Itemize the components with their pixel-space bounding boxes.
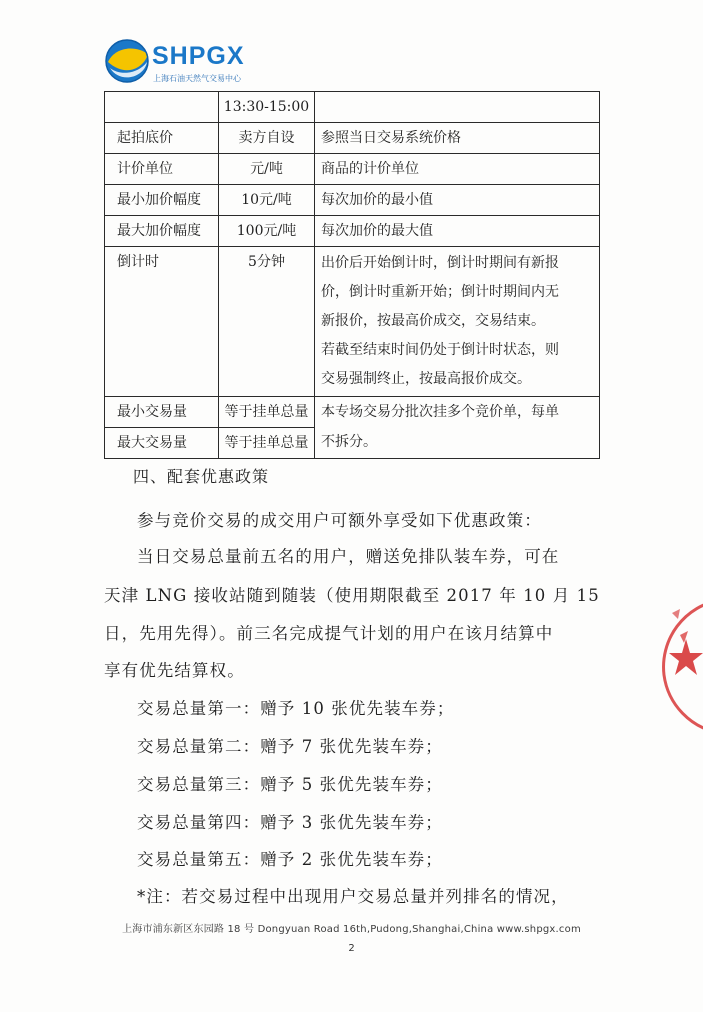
row-label: 起拍底价 [105,123,219,154]
section-heading: 四、配套优惠政策 [133,467,270,486]
row-label: 计价单位 [105,154,219,185]
award-item: 交易总量第四：赠予 3 张优先装车券； [137,813,443,832]
logo-name: SHPGX [152,42,245,70]
shpgx-globe-logo-icon [104,38,150,84]
table-cell [315,92,600,123]
desc-line: 出价后开始倒计时，倒计时期间有新报 [321,255,559,271]
table-row [105,123,600,154]
paragraph-line: 当日交易总量前五名的用户，赠送免排队装车券，可在 [137,547,560,566]
row-value: 等于挂单总量 [219,397,315,428]
award-item: 交易总量第三：赠予 5 张优先装车券； [137,775,443,794]
row-desc: 每次加价的最小值 [315,185,600,216]
footer-address: 上海市浦东新区东园路 18 号 Dongyuan Road 16th,Pudong,Shanghai,China www.shpgx.com [122,924,581,935]
table-row [105,247,600,397]
row-desc: 参照当日交易系统价格 [315,123,600,154]
desc-line: 若截至结束时间仍处于倒计时状态，则 [321,342,559,358]
row-value: 5分钟 [219,247,315,397]
desc-line: 不拆分。 [321,434,377,450]
company-logo [104,38,254,88]
note-text: *注：若交易过程中出现用户交易总量并列排名的情况， [137,887,569,906]
row-label: 最大交易量 [105,428,219,459]
row-value: 等于挂单总量 [219,428,315,459]
red-seal-stamp-icon [660,595,703,735]
award-item: 交易总量第一：赠予 10 张优先装车券； [137,699,455,718]
table-row [105,397,600,428]
row-label: 最小交易量 [105,397,219,428]
table-row [105,185,600,216]
row-value: 10元/吨 [219,185,315,216]
intro-paragraph: 参与竞价交易的成交用户可额外享受如下优惠政策： [137,511,542,530]
row-value: 100元/吨 [219,216,315,247]
desc-line: 交易强制终止，按最高报价成交。 [321,371,531,387]
row-desc: 商品的计价单位 [315,154,600,185]
row-value: 元/吨 [219,154,315,185]
paragraph-line: 享有优先结算权。 [104,661,245,680]
desc-line: 新报价，按最高价成交，交易结束。 [321,313,545,329]
row-desc [315,247,600,397]
table-cell: 13:30-15:00 [219,92,315,123]
row-label: 最小加价幅度 [105,185,219,216]
row-label: 倒计时 [105,247,219,397]
row-value: 卖方自设 [219,123,315,154]
row-label: 最大加价幅度 [105,216,219,247]
logo-subtitle: 上海石油天然气交易中心 [153,74,241,83]
desc-line: 价，倒计时重新开始；倒计时期间内无 [321,284,559,300]
paragraph-line: 日，先用先得）。前三名完成提气计划的用户在该月结算中 [104,624,554,643]
award-item: 交易总量第二：赠予 7 张优先装车券； [137,737,443,756]
table-row [105,154,600,185]
desc-line: 本专场交易分批次挂多个竞价单，每单 [321,404,559,420]
paragraph-line: 天津 LNG 接收站随到随装（使用期限截至 2017 年 10 月 15 [104,586,600,605]
page-number: 2 [348,943,355,954]
auction-parameters-table [104,91,600,459]
row-desc: 每次加价的最大值 [315,216,600,247]
award-item: 交易总量第五：赠予 2 张优先装车券； [137,850,443,869]
row-desc [315,397,600,459]
table-row [105,216,600,247]
table-row [105,92,600,123]
table-cell [105,92,219,123]
